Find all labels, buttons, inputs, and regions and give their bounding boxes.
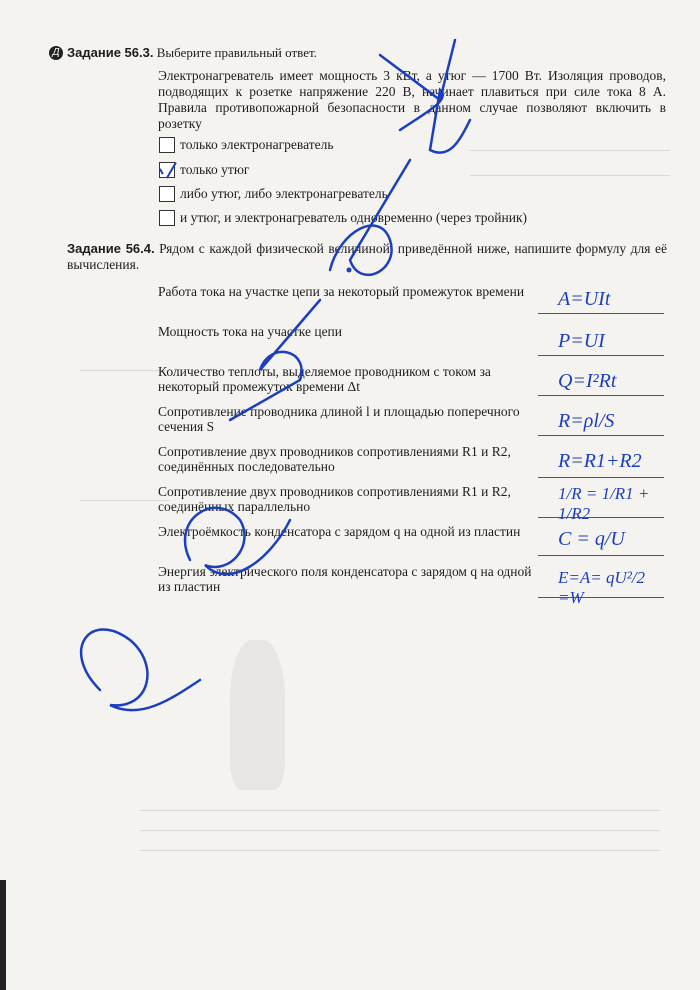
quantity-parallel-resistance: Сопротивление двух проводников сопротивлениями R1 и R2, соединённых параллельно bbox=[158, 484, 511, 514]
option-both-together[interactable] bbox=[159, 209, 527, 227]
task-56-3-instruction: Выберите правильный ответ. bbox=[156, 45, 317, 60]
answer-resistance[interactable]: R=ρl/S bbox=[538, 410, 664, 436]
option-iron-only[interactable] bbox=[159, 161, 249, 179]
answer-capacitance[interactable]: C = q/U bbox=[538, 528, 664, 556]
bleed-line bbox=[470, 150, 670, 151]
bleed-line bbox=[80, 370, 170, 371]
checkbox-checked[interactable] bbox=[159, 162, 175, 178]
task-56-4-label: Задание 56.4. bbox=[67, 241, 155, 256]
difficulty-badge: Д bbox=[49, 46, 63, 60]
bleed-line bbox=[140, 810, 660, 811]
quantity-field-energy: Энергия электрического поля конденсатора с зарядом q на одной из пластин bbox=[158, 564, 532, 594]
bleed-line bbox=[140, 830, 660, 831]
quantity-heat: Количество теплоты, выделяемое проводником с током за некоторый промежуток времени Δt bbox=[158, 364, 491, 394]
option-heater-only[interactable] bbox=[159, 136, 334, 154]
answer-field-energy[interactable]: E=A= qU²/2 =W bbox=[538, 568, 664, 598]
bleed-line bbox=[80, 500, 170, 501]
checkbox[interactable] bbox=[159, 210, 175, 226]
option-label: только утюг bbox=[180, 162, 250, 177]
quantity-resistance: Сопротивление проводника длиной l и площадью поперечного сечения S bbox=[158, 404, 520, 434]
task-56-3-header bbox=[67, 45, 317, 61]
option-label: и утюг, и электронагреватель одновременно (через тройник) bbox=[180, 210, 528, 225]
bleed-line bbox=[140, 850, 660, 851]
option-label: либо утюг, либо электронагреватель bbox=[180, 186, 388, 201]
task-56-4-instruction: Рядом с каждой физической величиной, приведённой ниже, напишите формулу для её вычисления. bbox=[67, 241, 667, 272]
bleed-line bbox=[470, 175, 670, 176]
answer-heat[interactable]: Q=I²Rt bbox=[538, 370, 664, 396]
checkbox[interactable] bbox=[159, 186, 175, 202]
quantity-power: Мощность тока на участке цепи bbox=[158, 324, 343, 339]
answer-series-resistance[interactable]: R=R1+R2 bbox=[538, 450, 664, 478]
scribble-loop-1 bbox=[81, 630, 200, 711]
answer-parallel-resistance[interactable]: 1/R = 1/R1 + 1/R2 bbox=[538, 484, 664, 518]
quantity-series-resistance: Сопротивление двух проводников сопротивлениями R1 и R2, соединённых последовательно bbox=[158, 444, 511, 474]
task-56-3-question: Электронагреватель имеет мощность 3 кВт, а утюг — 1700 Вт. Изоляция проводов, подводящих к розетке напряжение 220 В, начинает плавиться при силе тока 8 А. Правила противопожарной безопасности в данном случае позволяют включить в розетку bbox=[158, 68, 666, 131]
quantity-work: Работа тока на участке цепи за некоторый промежуток времени bbox=[158, 284, 525, 299]
task-56-3-label: Задание 56.3. bbox=[67, 45, 154, 60]
page-edge-shadow bbox=[0, 880, 6, 990]
option-iron-or-heater[interactable] bbox=[159, 185, 388, 203]
checkbox[interactable] bbox=[159, 137, 175, 153]
bleed-bulb-image bbox=[230, 640, 285, 790]
task-56-4-header bbox=[67, 241, 667, 273]
answer-work[interactable]: A=UIt bbox=[538, 288, 664, 314]
quantity-capacitance: Электроёмкость конденсатора с зарядом q на одной из пластин bbox=[158, 524, 521, 539]
option-label: только электронагреватель bbox=[180, 137, 334, 152]
scribble-stroke-3 bbox=[230, 300, 320, 420]
answer-power[interactable]: P=UI bbox=[538, 330, 664, 356]
